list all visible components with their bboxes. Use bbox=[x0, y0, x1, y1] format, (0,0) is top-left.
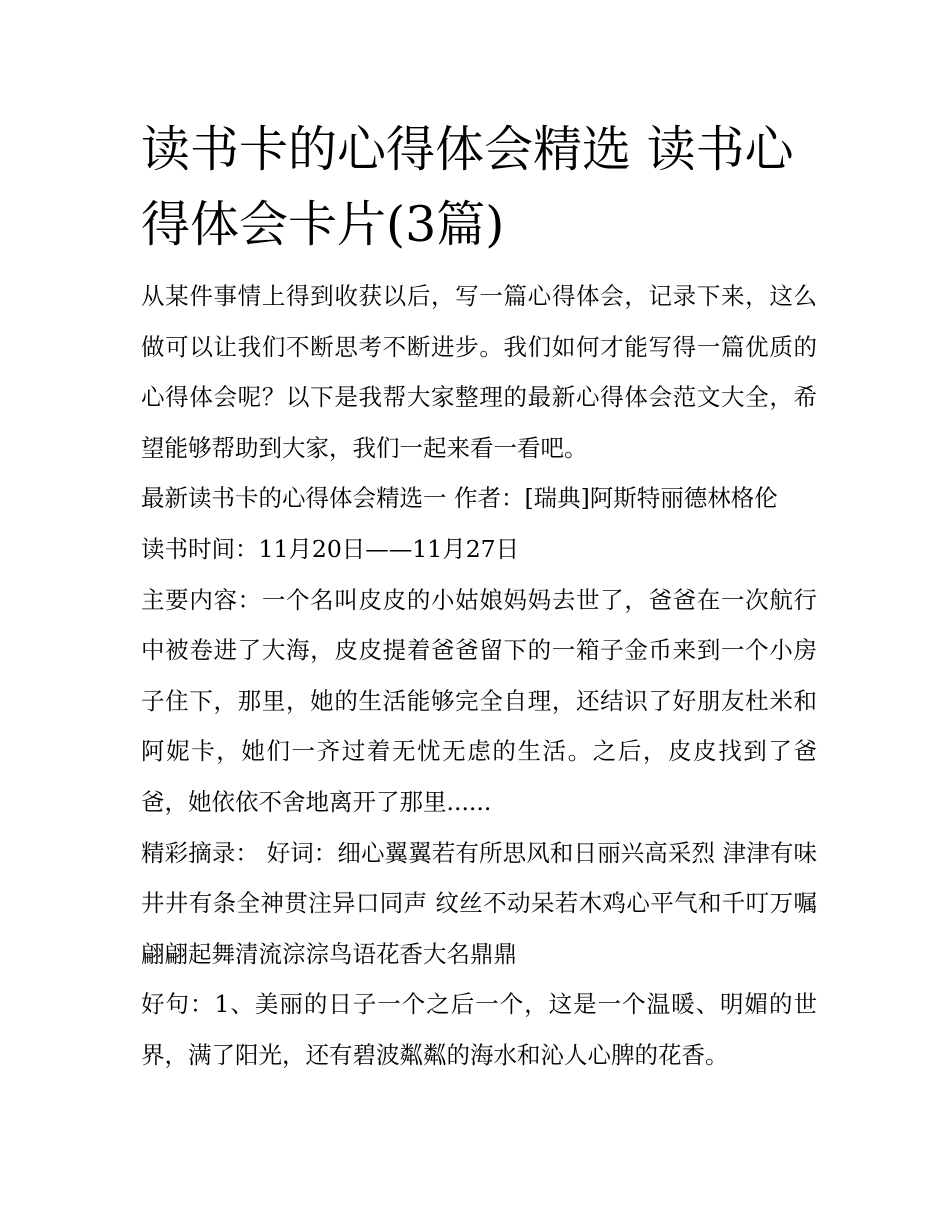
main-content-paragraph: 主要内容：一个名叫皮皮的小姑娘妈妈去世了，爸爸在一次航行中被卷进了大海，皮皮提着爸爸留下的一箱子金币来到一个小房子住下，那里，她的生活能够完全自理，还结识了好朋友杜米和阿妮卡，她们一齐过着无忧无虑的生活。之后，皮皮找到了爸爸，她依依不舍地离开了那里...... bbox=[141, 585, 817, 816]
excerpt-sentences-paragraph: 好句：1、美丽的日子一个之后一个，这是一个温暖、明媚的世界，满了阳光，还有碧波粼粼的海水和沁人心脾的花香。 bbox=[141, 990, 817, 1069]
excerpt-words-paragraph: 精彩摘录： 好词：细心翼翼若有所思风和日丽兴高采烈 津津有味井井有条全神贯注异口同声 纹丝不动呆若木鸡心平气和千叮万嘱 翩翩起舞清流淙淙鸟语花香大名鼎鼎 bbox=[141, 838, 817, 968]
document-page bbox=[141, 112, 817, 1081]
document-title: 读书卡的心得体会精选 读书心得体会卡片(3篇) bbox=[141, 121, 794, 253]
intro-paragraph: 从某件事情上得到收获以后，写一篇心得体会，记录下来，这么做可以让我们不断思考不断进步。我们如何才能写得一篇优质的心得体会呢？以下是我帮大家整理的最新心得体会范文大全，希望能够帮助到大家，我们一起来看一看吧。 bbox=[141, 282, 817, 462]
document-body bbox=[141, 271, 817, 1081]
reading-time: 读书时间：11月20日——11月27日 bbox=[141, 534, 520, 563]
section-heading-author: 最新读书卡的心得体会精选一 作者：[瑞典]阿斯特丽德林格伦 bbox=[141, 484, 778, 513]
